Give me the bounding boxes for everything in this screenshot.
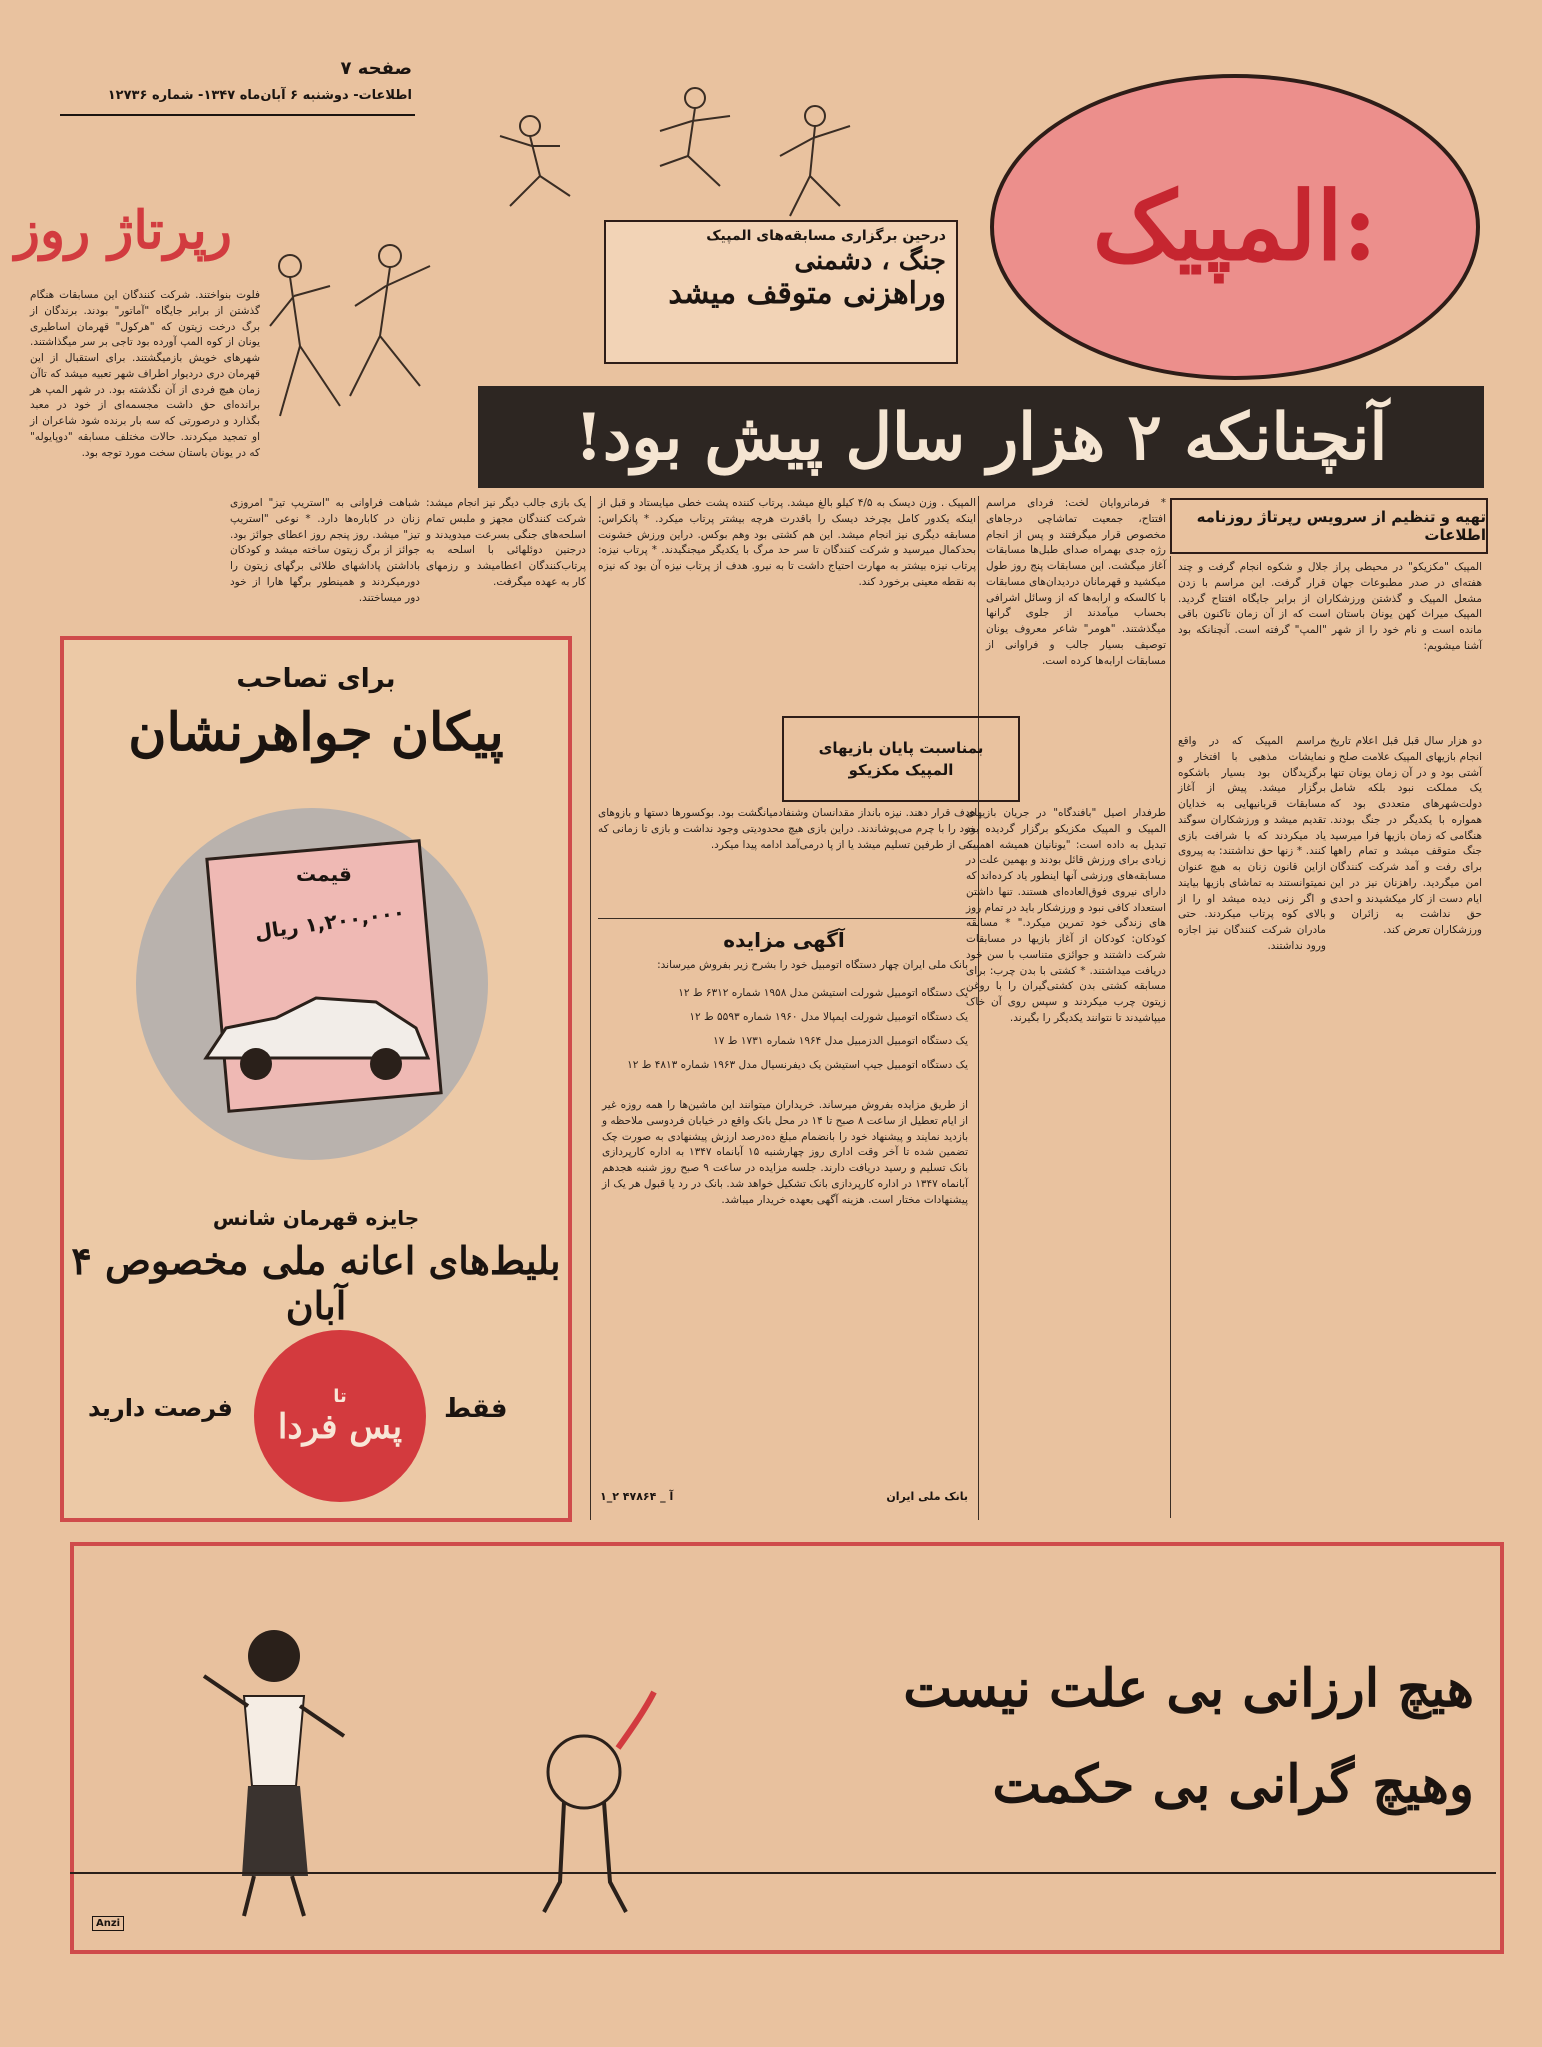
runner-illustration bbox=[260, 226, 460, 476]
tender-title: آگهی مزایده bbox=[723, 928, 845, 952]
price-label: قیمت bbox=[296, 862, 352, 886]
prize-line: جایزه قهرمان شانس bbox=[212, 1206, 420, 1230]
athletes-illustration bbox=[470, 76, 890, 236]
issue-info: اطلاعات- دوشنبه ۶ آبان‌ماه ۱۳۴۷- شماره ۱۲۷۳۶ bbox=[107, 88, 412, 103]
ad-for-owner: برای تصاحب bbox=[236, 664, 396, 694]
headline-banner-text: آنچنانکه ۲ هزار سال پیش بود! bbox=[574, 399, 1388, 475]
chance-words: فرصت دارید bbox=[88, 1394, 233, 1422]
column-rule bbox=[1170, 556, 1171, 1518]
article-column-ancient-1: * فرمانروایان لخت: فردای مراسم افتتاح، جمعیت تماشاچی درجاهای مخصوص قرار میگرفتند و پس از انجام رژه‌ جدی بهمراه صدای طبل‌ها مسابقات آغاز میگشت. این مسابقات پنج روز طول میکشید و قهرمانان دردیدان‌های مسابقات با کالسکه و ارابه‌ها که از وسائل اشرافی بحساب میآمدند از جلوی گرانها میگذشتند. "هومر" شاعر معروف یونان توصیف بسیار جالب و فراوانی از مسابقات ارابه‌ها کرده است. bbox=[986, 497, 1166, 667]
occasion-line-1: بمناسبت پایان بازیهای bbox=[818, 738, 984, 757]
occasion-line-2: المپیک مکزیکو bbox=[848, 761, 954, 779]
article-column-mid-2: یک بازی جالب دیگر نیز انجام میشد: شرکت کنندگان مجهز و ملبس تمام اسلحه‌های جنگی بسرعت میدویدند و درجنین دوئلهائی با اسلحه به پرتاب‌کنندگان اعطامیشد و رزمهای کار به عهده میگرفت. bbox=[426, 497, 586, 588]
tender-rule bbox=[598, 918, 976, 919]
article-column-right-1: المپیک "مکزیکو" در محیطی پراز جلال و شکوه انجام گرفت و چند هفته‌ای در صدر مطبوعات جهان قرار گرفت. این مراسم با زدن مشعل المپیک و گذشتن ورزشکاران از برابر جایگاه افتتاح گردید. المپیک میراث کهن یونان باستان است که از آن زمان تاکنون باقی مانده است و نام خود را از شهر "المپ" گرفته است. آنچنانکه بود آشنا میشویم: bbox=[1178, 561, 1482, 652]
article-column-right-3: مراسم المپیک که در واقع نمایشات مذهبی با افتخار و برگزیدگان بود بسیار باشکوه برگزار میشد. پیش از آغاز مسابقات قربانیهایی به خدایان تقدیم میشد و ورزشکاران سوگند یاد میکردند که با شرافت بازی کنند. * زنها حق نداشتند: به پیروی ازاین قانون زنان به هیچ عنوان نمیتوانستند به تماشای بازیها بیایند و اگر زنی دیده میشد او را از بالای کوه پرتاب میکردند. حتی مادران شرکت کنندگان نیز اجازه ورود نداشتند. bbox=[1178, 735, 1326, 952]
deadline-day: پس فردا bbox=[277, 1406, 403, 1447]
article-column-sports-2: هدف قرار دهند. نیزه بانداز مقدانسان وشنفادمیانگشت بود. بوکسورها دستها و بازوهای خود را با چرم می‌پوشاندند. دراین بازی هیچ محدودیتی وجود نداشت و بازی تا زمانی که یکی از طرفین تسلیم میشد یا از پا درمی‌آمد ادامه پیدا میکرد. bbox=[598, 807, 976, 851]
tender-item: یک دستگاه اتومبیل الدزمبیل مدل ۱۹۶۴ شماره ۱۷۳۱ ط ۱۷ bbox=[713, 1035, 968, 1047]
subheadline-line-1: جنگ ، دشمنی bbox=[794, 246, 946, 276]
slogan-ad bbox=[70, 1542, 1504, 1954]
page-number: صفحه ۷ bbox=[340, 58, 412, 79]
tickets-line: بلیط‌های اعانه ملی مخصوص ۴ آبان bbox=[71, 1238, 561, 1328]
subheadline-box bbox=[604, 220, 958, 364]
lottery-ad bbox=[60, 636, 572, 1522]
tender-signature bbox=[600, 1490, 968, 1503]
tender-code: ۱_۲ آ _ ۴۷۸۶۴ bbox=[600, 1490, 674, 1503]
tender-item: یک دستگاه اتومبیل شورلت ایمپالا مدل ۱۹۶۰ شماره ۵۵۹۳ ط ۱۲ bbox=[689, 1011, 968, 1023]
subheadline-kicker: درحین برگزاری مسابقه‌های المپیک bbox=[706, 228, 946, 244]
article-column-right-2: دو هزار سال قبل قبل اعلام تاریخ انجام بازیهای المپیک علامت صلح و آشتی بود و در آن زمان یونان تنها یک مملکت نبود بلکه شامل دولت‌شهرهای متعددی بود که همواره با یکدیگر در جنگ بودند. هنگامی که زمان بازیها فرا میرسید جنگ متوقف میشد و تمام راهها برای رفت و آمد شرکت کنندگان امن میگردید. راهزنان نیز در این ایام دست از کار میکشیدند و احدی حق نداشت به زائران و ورزشکاران تعرض کند. bbox=[1330, 735, 1482, 936]
headline-banner bbox=[478, 386, 1484, 488]
section-logo bbox=[14, 178, 234, 270]
woman-illustration bbox=[184, 1616, 364, 1926]
tender-intro: بانک ملی ایران چهار دستگاه اتومبیل خود را بشرح زیر بفروش میرساند: bbox=[657, 959, 968, 971]
article-column-left: فلوت بنواختند. شرکت کنندگان این مسابقات هنگام گذشتن از برابر جایگاه "آماتور" بودند. برندگان از برگ درخت زیتون که "هرکول" قهرمان اساطیری یونان از کوه المپ آورده بود تاجی بر سر میگذاشتند. شهرهای خویش بازمیگشتند. برای استقبال از این قهرمان دری دردیوار اطراف شهر تعبیه میشد که تاآن زمان هیچ فردی از آن نگذشته بود. در شهر المپ هر برانده‌ای حق داشت مجسمه‌ای از خود در معبد بگذارد و درصورتی که سه بار برنده شود شاعران از او تمجید میکردند. حالات مختلف مسابقه "دوپایوله" که در یونان باستان سخت مورد توجه بود. bbox=[30, 289, 260, 459]
lion-illustration bbox=[514, 1682, 664, 1922]
tender-item: یک دستگاه اتومبیل جیپ استیشن یک دیفرنسیال مدل ۱۹۶۳ شماره ۴۸۱۳ ط ۱۲ bbox=[627, 1059, 968, 1071]
byline-box bbox=[1170, 498, 1488, 554]
artist-signature: Anzi bbox=[92, 1916, 124, 1931]
only-word: فقط bbox=[444, 1394, 508, 1424]
tender-bank: بانک ملی ایران bbox=[886, 1490, 968, 1503]
deadline-until: تا bbox=[333, 1385, 347, 1407]
tender-body: از طریق مزایده بفروش میرساند. خریداران میتوانند این ماشین‌ها را همه روزه غیر از ایام تعطیل از ساعت ۸ صبح تا ۱۴ در محل بانک واقع در خیابان فردوسی ملاحظه و بازدید نمایند و پیشنهاد خود را بانضمام مبلغ ده‌درصد ارزش پیشنهادی به صورت چک تضمین شده تا آخر وقت اداری روز چهارشنبه ۱۵ آبانماه ۱۳۴۷ به اداره کارپردازی بانک تسلیم و رسید دریافت دارند. جلسه مزایده در ساعت ۹ صبح روز شنبه هجدهم آبانماه ۱۳۴۷ در اداره کارپردازی بانک تشکیل خواهد شد. بانک در رد یا قبول هر یک از پیشنهادات مختار است. هزینه آگهی بعهده خریدار میباشد. bbox=[602, 1099, 968, 1206]
price-value: ۱,۲۰۰,۰۰۰ ریال bbox=[253, 899, 407, 945]
prize-car-circle bbox=[136, 808, 488, 1160]
occasion-box bbox=[782, 716, 1020, 802]
car-illustration bbox=[196, 978, 436, 1098]
byline-text: تهیه و تنظیم از سرویس رپرتاژ روزنامه اطلاعات bbox=[1196, 508, 1486, 544]
header-rule bbox=[60, 114, 415, 116]
slogan-line-2: وهیچ گرانی بی حکمت bbox=[992, 1754, 1474, 1815]
section-logo-text: رپرتاژ روز bbox=[14, 200, 232, 261]
ground-line bbox=[70, 1872, 1496, 1874]
ad-owner-title: پیکان جواهرنشان bbox=[128, 702, 504, 763]
subheadline-line-2: وراهزنی متوقف میشد bbox=[668, 276, 946, 311]
article-column-sports-1: المپیک . وزن دیسک به ۴/۵ کیلو بالغ میشد. پرتاب کننده پشت خطی میایستاد و قبل از اینکه یکدور کامل بچرخد دیسک را باقدرت هرچه بیشتر پرتاب میکرد. * پانکراس: مسابقه دیگری نیز انجام میشد. این هم کشتی بود وهم بوکس. دراین ورزش خشونت بحدکمال میرسید و شرکت کنندگان تا سر حد مرگ با یکدیگر میجنگیدند. * پرتاب نیزه: پرتاب نیزه بیشتر به مهارت احتیاج داشت تا به نیرو. هدف از پرتاب نیزه آن بود که نیزه به نقطه معینی برخورد کند. bbox=[598, 497, 976, 588]
tender-item: یک دستگاه اتومبیل شورلت استیشن مدل ۱۹۵۸ شماره ۶۳۱۲ ط ۱۲ bbox=[678, 987, 968, 999]
headline-ellipse bbox=[990, 74, 1480, 380]
deadline-circle bbox=[254, 1330, 426, 1502]
headline-main: المپیک: bbox=[1092, 172, 1378, 282]
article-column-ancient-2: طرفدار اصیل "بافندگاه" در جریان بازیهای المپیک و المپیک مکزیکو برگزار گردیده بود تبدیل به داده است: "یونانیان همیشه اهمیت زیادی برای ورزش قائل بودند و بهمین علت در مسابقه‌های ورزشی آنها اینطور یاد کرده‌اند که دارای نیروی فوق‌العاده‌ای هستند. تنها داشتن استعداد کافی نبود و ورزشکار باید در تمام روز های زندگی خود تمرین میکرد." * مسابقه کودکان: کودکان از آغاز بازیها در مسابقات شرکت داشتند و جوائزی متناسب با سن خود دریافت میداشتند. * کشتی با بدن چرب: برای مسابقه کشتی بدن کشتی‌گیران را با روغن زیتون چرب میکردند و سپس روی آن خاک میپاشیدند تا نتوانند یکدیگر را بگیرند. bbox=[966, 807, 1166, 1024]
article-column-mid-1: شباهت فراوانی به "استریپ تیز" امروزی زنان در کاباره‌ها دارد. * نوعی "استریپ تیز" میشد. روز پنجم روز اعطای جوائز بود. جوائز از برگ زیتون ساخته میشد و کودکان باداشتن پاداشهای طلائی برگهای زیتون را دورمیکردند و همینطور برگها هارا از خود دور میساختند. bbox=[230, 497, 420, 604]
slogan-line-1: هیچ ارزانی بی علت نیست bbox=[903, 1658, 1474, 1719]
column-rule bbox=[590, 496, 591, 1520]
